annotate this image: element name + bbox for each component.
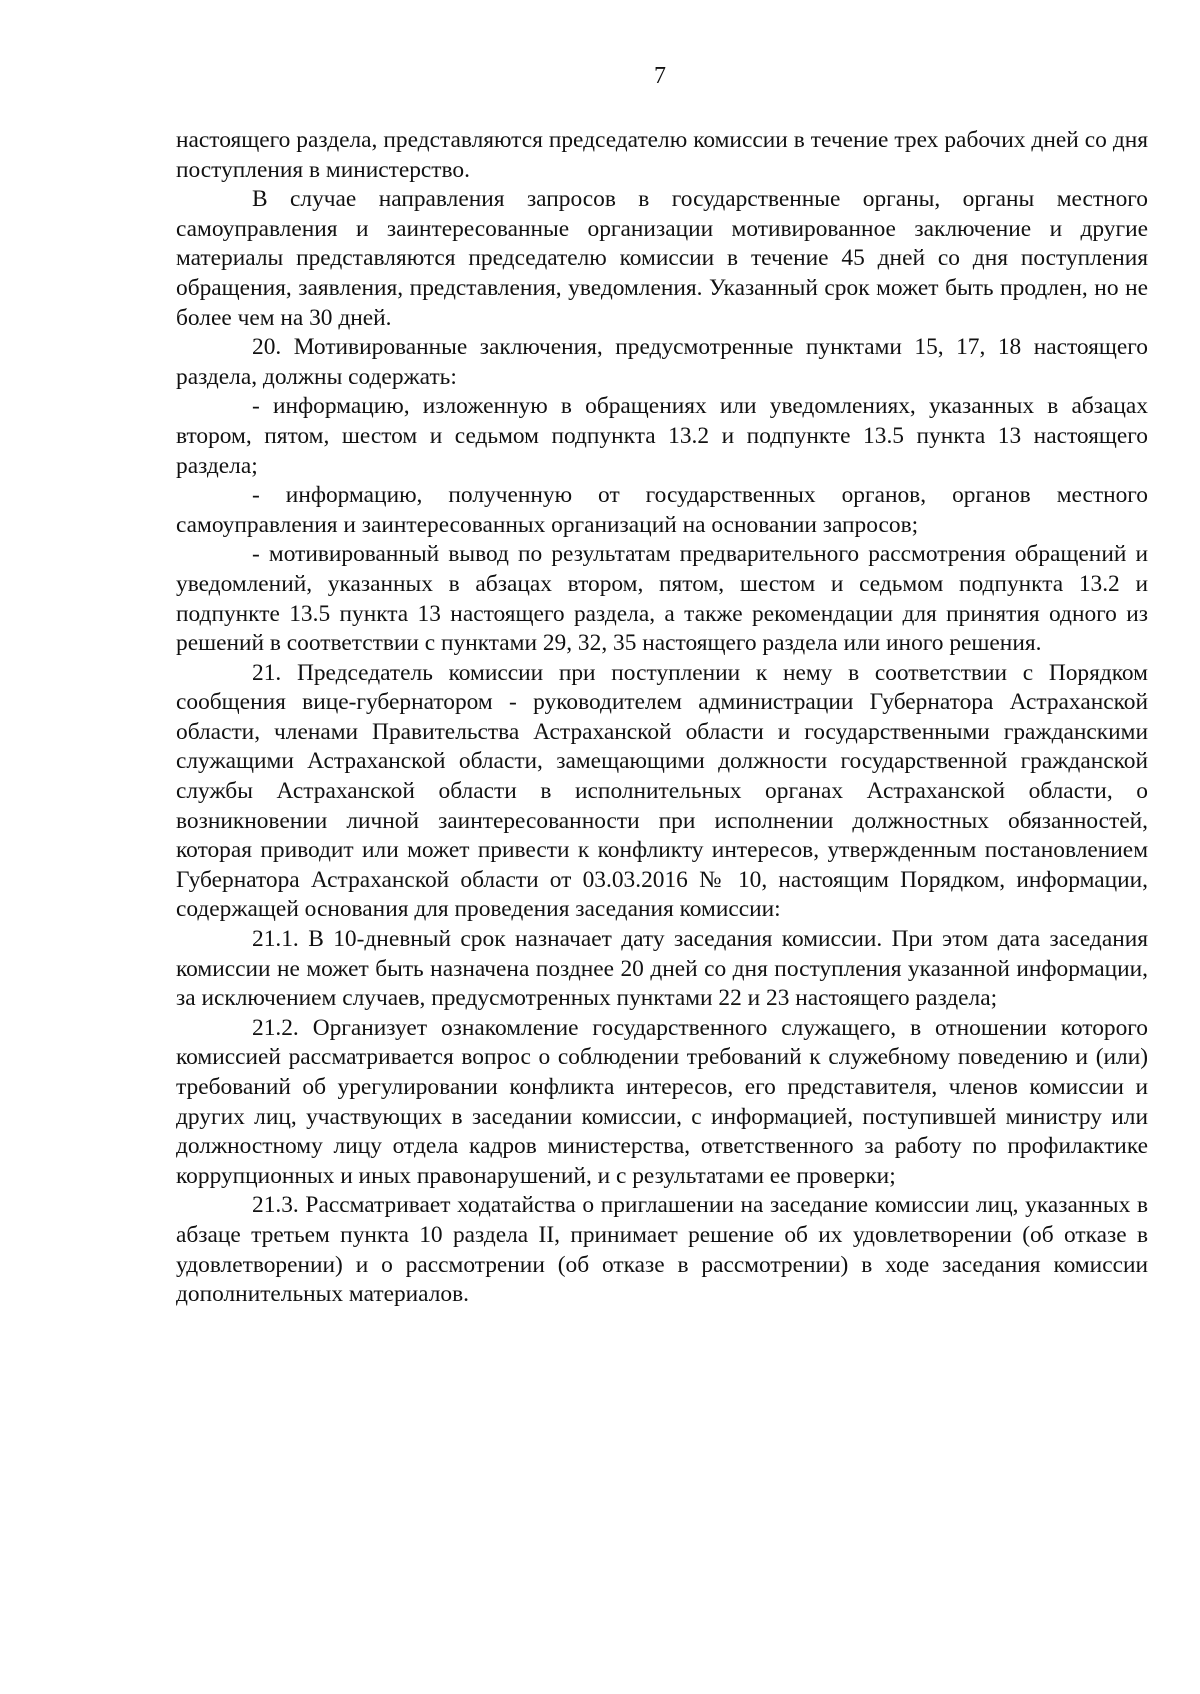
document-body bbox=[176, 126, 1148, 1310]
list-item-information-appeals: - информацию, изложенную в обращениях или уведомлениях, указанных в абзацах втором, пятом, шестом и седьмом подпункта 13.2 и подпункте 13.5 пункта 13 настоящего раздела; bbox=[176, 393, 1148, 479]
page-number: 7 bbox=[654, 63, 666, 89]
list-item-reasoned-conclusion: - мотивированный вывод по результатам предварительного рассмотрения обращений и уведомлений, указанных в абзацах втором, пятом, шестом и седьмом подпункта 13.2 и подпункте 13.5 пункта 13 настоящего раздела, а также рекомендации для принятия одного из решений в соответствии с пунктами 29, 32, 35 настоящего раздела или иного решения. bbox=[176, 541, 1148, 657]
paragraph-21-1: 21.1. В 10-дневный срок назначает дату заседания комиссии. При этом дата заседания комиссии не может быть назначена позднее 20 дней со дня поступления указанной информации, за исключением случаев, предусмотренных пунктами 22 и 23 настоящего раздела; bbox=[176, 926, 1148, 1012]
paragraph-21: 21. Председатель комиссии при поступлении к нему в соответствии с Порядком сообщения вице-губернатором - руководителем администрации Губернатора Астраханской области, членами Правительства Астраханской области и государственными гражданскими служащими Астраханской области, замещающими должности государственной гражданской службы Астраханской области в исполнительных органах Астраханской области, о возникновении личной заинтересованности при исполнении должностных обязанностей, которая приводит или может привести к конфликту интересов, утвержденным постановлением Губернатора Астраханской области от 03.03.2016 № 10, настоящим Порядком, информации, содержащей основания для проведения заседания комиссии: bbox=[176, 659, 1148, 923]
paragraph-21-3: 21.3. Рассматривает ходатайства о приглашении на заседание комиссии лиц, указанных в абзаце третьем пункта 10 раздела II, принимает решение об их удовлетворении (об отказе в удовлетворении) и о рассмотрении (об отказе в рассмотрении) в ходе заседания комиссии дополнительных материалов. bbox=[176, 1192, 1148, 1308]
paragraph-queries: В случае направления запросов в государственные органы, органы местного самоуправления и заинтересованные организации мотивированное заключение и другие материалы представляются председателю комиссии в течение 45 дней со дня поступления обращения, заявления, представления, уведомления. Указанный срок может быть продлен, но не более чем на 30 дней. bbox=[176, 186, 1148, 331]
list-item-information-received: - информацию, полученную от государственных органов, органов местного самоуправления и заинтересованных организаций на основании запросов; bbox=[176, 482, 1148, 538]
paragraph-20: 20. Мотивированные заключения, предусмотренные пунктами 15, 17, 18 настоящего раздела, должны содержать: bbox=[176, 334, 1148, 390]
paragraph-continuation: настоящего раздела, представляются председателю комиссии в течение трех рабочих дней со дня поступления в министерство. bbox=[176, 127, 1148, 183]
paragraph-21-2: 21.2. Организует ознакомление государственного служащего, в отношении которого комиссией рассматривается вопрос о соблюдении требований к служебному поведению и (или) требований об урегулировании конфликта интересов, его представителя, членов комиссии и других лиц, участвующих в заседании комиссии, с информацией, поступившей министру или должностному лицу отдела кадров министерства, ответственного за работу по профилактике коррупционных и иных правонарушений, и с результатами ее проверки; bbox=[176, 1014, 1148, 1189]
